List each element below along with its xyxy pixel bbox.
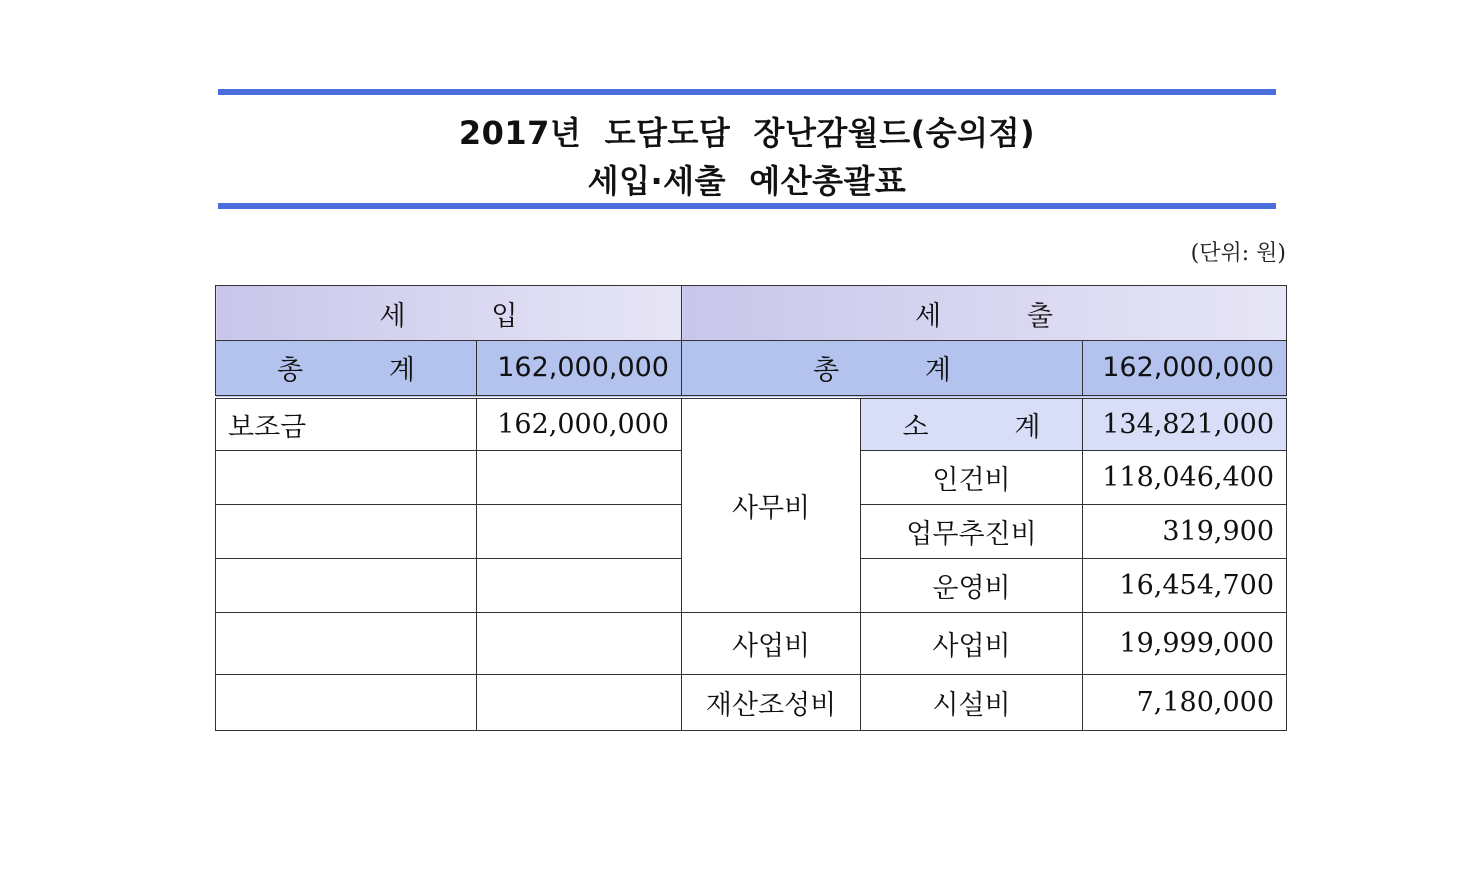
table-row (216, 675, 1287, 731)
title-bottom-rule (218, 203, 1276, 209)
expense-item-label: 소 계 (861, 397, 1083, 451)
revenue-item-label (216, 675, 477, 731)
expense-item-label: 사업비 (861, 613, 1083, 675)
expense-category: 사무비 (682, 397, 861, 613)
revenue-item-value: 162,000,000 (477, 397, 682, 451)
expense-category: 재산조성비 (682, 675, 861, 731)
expense-item-label: 업무추진비 (861, 505, 1083, 559)
table-row (216, 397, 1287, 451)
expense-item-label: 인건비 (861, 451, 1083, 505)
unit-note: (단위: 원) (1190, 241, 1286, 266)
title-top-rule (218, 89, 1276, 95)
revenue-item-value (477, 451, 682, 505)
expense-header: 세 출 (682, 286, 1287, 341)
expense-item-value: 319,900 (1083, 505, 1287, 559)
revenue-total-label: 총 계 (216, 341, 477, 397)
document-subtitle: 세입·세출 예산총괄표 (587, 162, 907, 200)
revenue-header: 세 입 (216, 286, 682, 341)
section-header-row (216, 286, 1287, 341)
expense-item-label: 운영비 (861, 559, 1083, 613)
table-row (216, 613, 1287, 675)
revenue-total-value: 162,000,000 (477, 341, 682, 397)
grand-total-row (216, 341, 1287, 397)
expense-total-label: 총 계 (682, 341, 1083, 397)
expense-item-label: 시설비 (861, 675, 1083, 731)
revenue-item-value (477, 613, 682, 675)
revenue-item-label: 보조금 (216, 397, 477, 451)
expense-total-value: 162,000,000 (1083, 341, 1287, 397)
revenue-item-label (216, 505, 477, 559)
document-title: 2017년 도담도담 장난감월드(숭의점) (458, 114, 1036, 152)
expense-item-value: 19,999,000 (1083, 613, 1287, 675)
revenue-item-label (216, 559, 477, 613)
expense-item-value: 118,046,400 (1083, 451, 1287, 505)
revenue-item-value (477, 675, 682, 731)
budget-summary-table (215, 285, 1287, 731)
revenue-item-value (477, 505, 682, 559)
expense-item-value: 134,821,000 (1083, 397, 1287, 451)
expense-category: 사업비 (682, 613, 861, 675)
expense-item-value: 7,180,000 (1083, 675, 1287, 731)
revenue-item-label (216, 613, 477, 675)
expense-item-value: 16,454,700 (1083, 559, 1287, 613)
revenue-item-value (477, 559, 682, 613)
revenue-item-label (216, 451, 477, 505)
